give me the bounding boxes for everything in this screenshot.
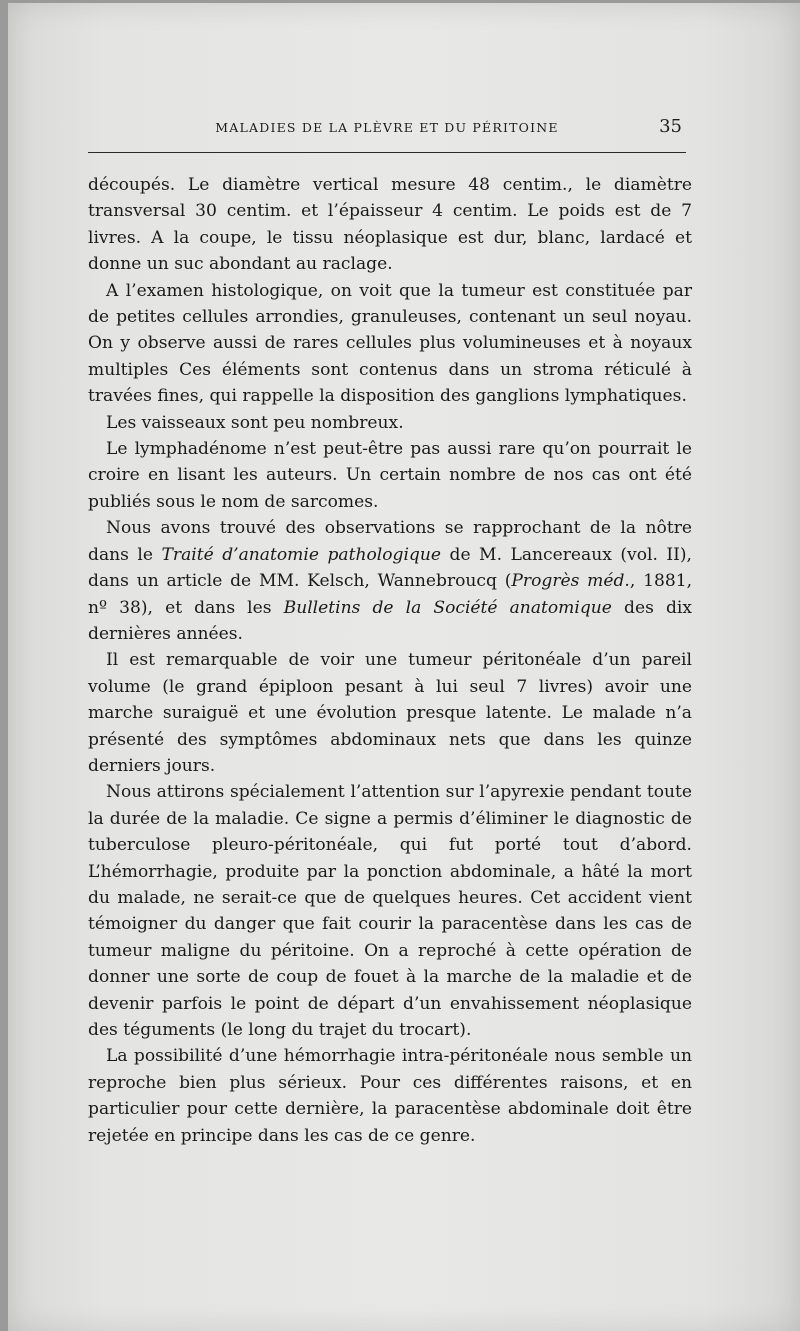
references-text-4: des dix dernières années.: [88, 597, 692, 644]
paragraph-references: [88, 515, 692, 647]
paragraph-vessels: Les vaisseaux sont peu nombreux.: [106, 412, 404, 433]
paragraph-lymphadenome: Le lymphadénome n’est peut-être pas aussi rare qu’on pourrait le croire en lisant les auteurs. Un certain nombre de nos cas ont été publiés sous le nom de sarcomes.: [88, 439, 692, 512]
running-title: MALADIES DE LA PLÈVRE ET DU PÉRITOINE: [215, 120, 559, 135]
reference-title-bulletins: Bulletins de la Société anatomique: [283, 597, 612, 618]
paragraph-tumeur: Il est remarquable de voir une tumeur péritonéale d’un pareil volume (le grand épiploon pesant à lui seul 7 livres) avoir une marche suraiguë et une évolution presque latente. Le malade n’a présenté des symptômes abdominaux nets que dans les quinze derniers jours.: [88, 650, 692, 776]
page-header: [88, 116, 686, 142]
header-rule: [88, 152, 686, 153]
paragraph-histology: A l’examen histologique, on voit que la tumeur est constituée par de petites cellules arrondies, granuleuses, contenant un seul noyau. On y observe aussi de rares cellules plus volumineuses et à noyaux multiples Ces éléments sont contenus dans un stroma réticulé à travées fines, qui rappelle la disposition des ganglions lymphatiques.: [88, 280, 692, 407]
reference-title-progres: Progrès méd.: [511, 571, 630, 592]
references-text-1: Nous avons trouvé des observations se rapprochant de la nôtre dans le: [88, 518, 692, 565]
references-text-2: de M. Lancereaux (vol. II), dans un article de MM. Kelsch, Wannebroucq (: [88, 544, 692, 592]
reference-title-traite: Traité d’anatomie pathologique: [161, 544, 441, 565]
body-text: [88, 172, 692, 1149]
paragraph-apyrexie: Nous attirons spécialement l’attention sur l’apyrexie pendant toute la durée de la maladie. Ce signe a permis d’éliminer le diagnostic de tuberculose pleuro-péritonéale, qui fut porté tout d’abord. L’hémorrhagie, produite par la ponction abdominale, a hâté la mort du malade, ne serait-ce que de quelques heures. Cet accident vient témoigner du danger que fait courir la paracentèse dans les cas de tumeur maligne du péritoine. On a reproché à cette opération de donner une sorte de coup de fouet à la marche de la maladie et de devenir parfois le point de départ d’un envahissement néoplasique des téguments (le long du trajet du trocart).: [88, 782, 692, 1040]
paragraph-continuation: découpés. Le diamètre vertical mesure 48 centim., le diamètre transversal 30 centim. et l’épaisseur 4 centim. Le poids est de 7 livres. A la coupe, le tissu néoplasique est dur, blanc, lardacé et donne un suc abondant au raclage.: [88, 175, 692, 275]
references-text-3: , 1881, nº 38), et dans les: [88, 571, 693, 618]
page-number: 35: [659, 116, 682, 137]
paragraph-hemorrhagie: La possibilité d’une hémorrhagie intra-péritonéale nous semble un reproche bien plus sérieux. Pour ces différentes raisons, et en particulier pour cette dernière, la paracentèse abdominale doit être rejetée en principe dans les cas de ce genre.: [88, 1046, 692, 1146]
